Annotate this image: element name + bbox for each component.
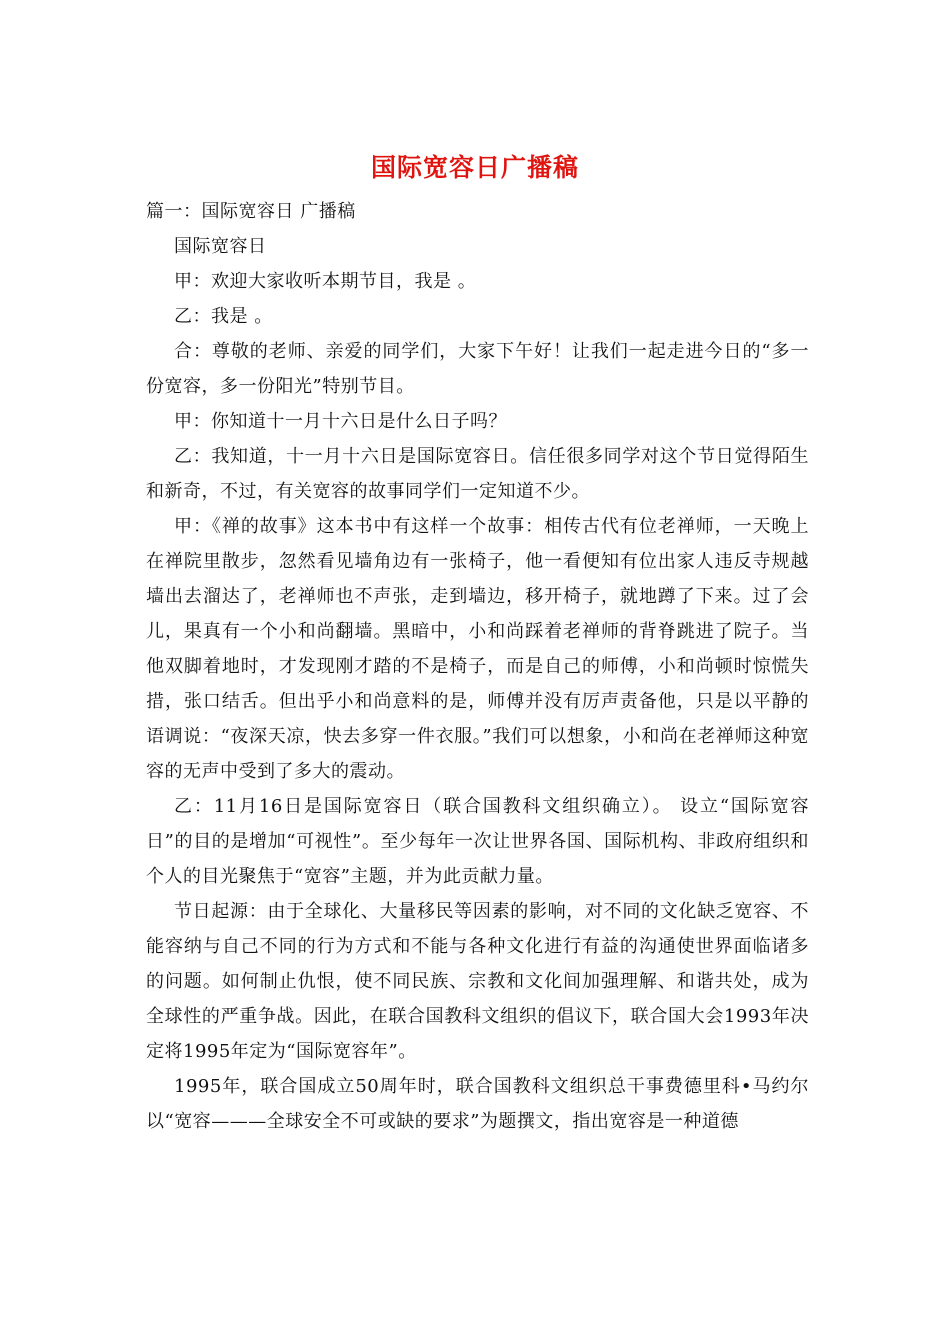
paragraph: 乙：11月16日是国际宽容日（联合国教科文组织确立）。 设立“国际宽容日”的目的是增加“可视性”。至少每年一次让世界各国、国际机构、非政府组织和个人的目光聚焦于“宽容”主题，并为此贡献力量。 — [146, 796, 809, 887]
subheading: 国际宽容日 — [174, 236, 267, 257]
paragraph: 甲：你知道十一月十六日是什么日子吗？ — [174, 411, 507, 432]
paragraph: 合：尊敬的老师、亲爱的同学们，大家下午好！让我们一起走进今日的“多一份宽容，多一份阳光”特别节目。 — [146, 341, 809, 397]
paragraph: 1995年，联合国成立50周年时，联合国教科文组织总干事费德里科•马约尔以“宽容———全球安全不可或缺的要求”为题撰文，指出宽容是一种道德 — [146, 1076, 809, 1132]
document-body — [146, 194, 809, 1139]
paragraph: 甲：《禅的故事》这本书中有这样一个故事：相传古代有位老禅师，一天晚上在禅院里散步，忽然看见墙角边有一张椅子，他一看便知有位出家人违反寺规越墙出去溜达了，老禅师也不声张，走到墙边，移开椅子，就地蹲了下来。过了会儿，果真有一个小和尚翻墙。黑暗中，小和尚踩着老禅师的背脊跳进了院子。当他双脚着地时，才发现刚才踏的不是椅子，而是自己的师傅，小和尚顿时惊慌失措，张口结舌。但出乎小和尚意料的是，师傅并没有厉声责备他，只是以平静的语调说：“夜深天凉，快去多穿一件衣服。”我们可以想象，小和尚在老禅师这种宽容的无声中受到了多大的震动。 — [146, 516, 809, 782]
paragraph: 乙：我是 。 — [174, 306, 273, 327]
paragraph: 乙：我知道，十一月十六日是国际宽容日。信任很多同学对这个节日觉得陌生和新奇，不过，有关宽容的故事同学们一定知道不少。 — [146, 446, 809, 502]
section-heading: 篇一：国际宽容日 广播稿 — [146, 201, 356, 222]
paragraph: 甲：欢迎大家收听本期节目，我是 。 — [174, 271, 477, 292]
paragraph: 节日起源：由于全球化、大量移民等因素的影响，对不同的文化缺乏宽容、不能容纳与自己不同的行为方式和不能与各种文化进行有益的沟通使世界面临诸多的问题。如何制止仇恨，使不同民族、宗教和文化间加强理解、和谐共处，成为全球性的严重争战。因此，在联合国教科文组织的倡议下，联合国大会1993年决定将1995年定为“国际宽容年”。 — [146, 901, 809, 1062]
document-title: 国际宽容日广播稿 — [370, 153, 579, 182]
